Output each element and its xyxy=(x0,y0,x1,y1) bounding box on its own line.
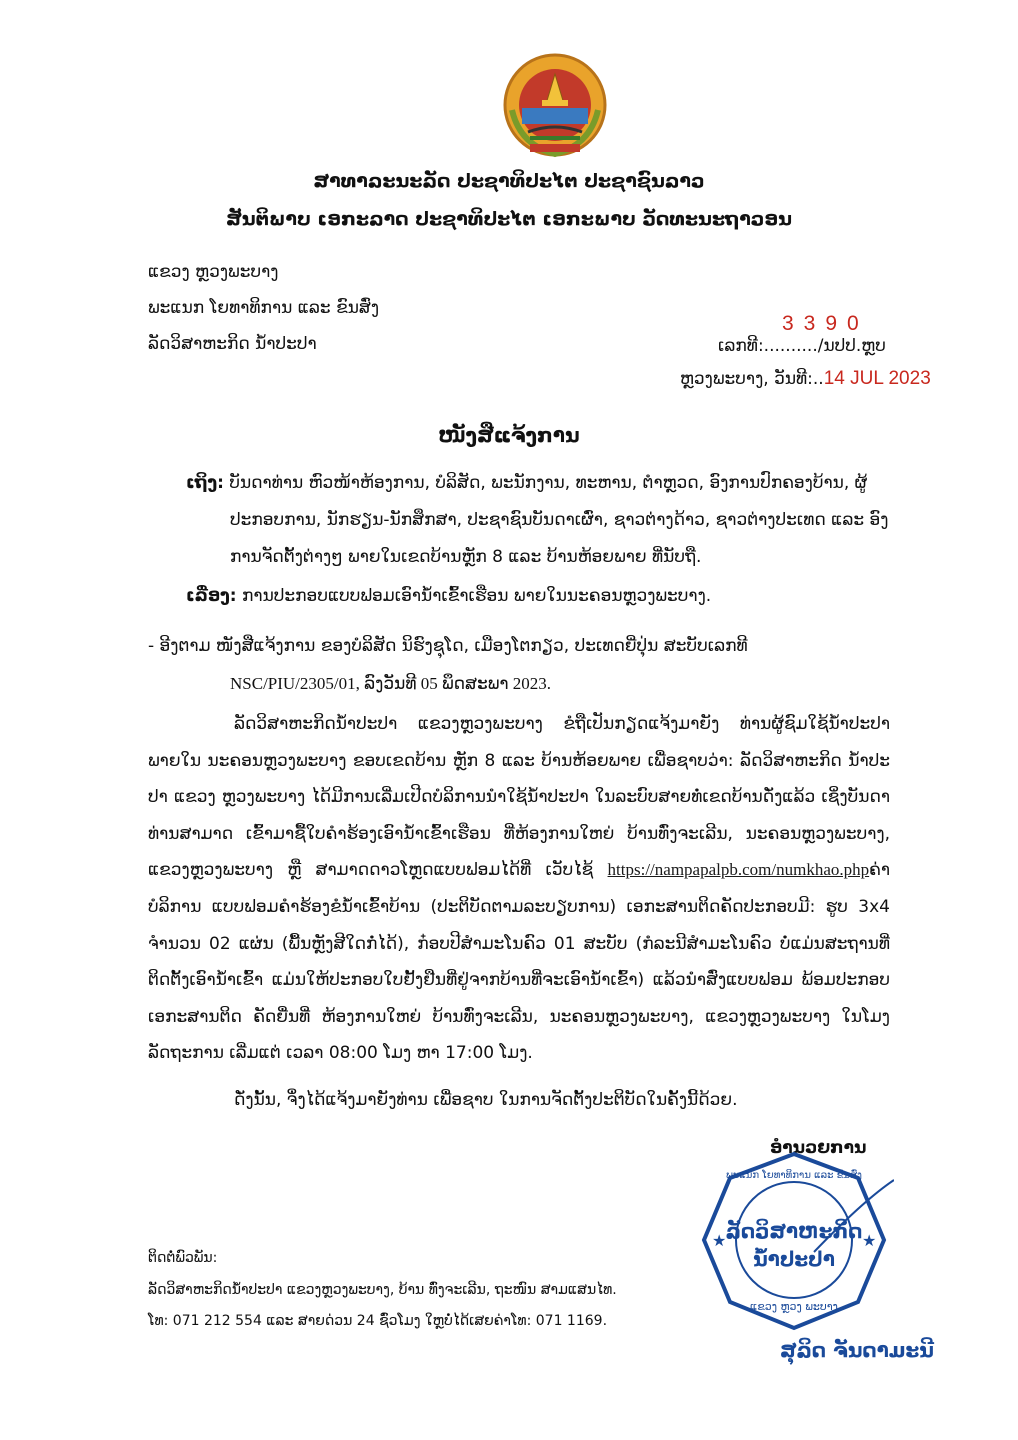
national-emblem xyxy=(500,50,610,160)
subject-line xyxy=(186,578,711,615)
signer-name: ສຸລິດ ຈັນດາມະນີ xyxy=(780,1338,934,1362)
document-number-stamp: 3390 xyxy=(782,312,869,335)
addressee-line-3: ການຈັດຕັ້ງຕ່າງໆ ພາຍໃນເຂດບ້ານຫຼັກ 8 ແລະ ບ້ານຫ້ອຍພາຍ ທີ່ນັບຖື. xyxy=(230,547,702,567)
national-motto: ສັນຕິພາບ ເອກະລາດ ປະຊາທິປະໄຕ ເອກະພາບ ວັດທະນະຖາວອນ xyxy=(226,208,792,230)
subject-text: ການປະກອບແບບຟອມເອົານ້ຳເຂົ້າເຮືອນ ພາຍໃນນະຄອນຫຼວງພະບາງ. xyxy=(236,586,712,606)
stamp-star-right-icon: ★ xyxy=(862,1231,877,1250)
addressee-text-1: ບັນດາທ່ານ ຫົວໜ້າຫ້ອງການ, ບໍລິສັດ, ພະນັກງານ, ທະຫານ, ຕຳຫຼວດ, ອົງການປົກຄອງບ້ານ, ຜູ້ xyxy=(223,473,868,493)
sender-enterprise: ລັດວິສາຫະກິດ ນ້ຳປະປາ xyxy=(148,334,317,354)
stamp-star-left-icon: ★ xyxy=(712,1231,727,1250)
signer-title: ອຳນວຍການ xyxy=(770,1138,867,1158)
subject-label: ເລື່ອງ: xyxy=(186,586,237,606)
contact-address: ລັດວິສາຫະກິດນ້ຳປະປາ ແຂວງຫຼວງພະບາງ, ບ້ານ ທົ່ງຈະເລີນ, ຖະໜົນ ສາມແສນໄທ. xyxy=(148,1282,617,1298)
contact-label: ຕິດຕໍ່ພົວພັນ: xyxy=(148,1250,218,1266)
sender-province: ແຂວງ ຫຼວງພະບາງ xyxy=(148,262,279,282)
stamp-center-text-1: ລັດວິສາຫະກິດ xyxy=(725,1219,863,1243)
reference-line-2: NSC/PIU/2305/01, ລົງວັນທີ 05 ພຶດສະພາ 2023. xyxy=(230,674,552,693)
addressee-line-2: ປະກອບການ, ນັກຮຽນ-ນັກສຶກສາ, ປະຊາຊົນບັນດາເຜົ່າ, ຊາວຕ່າງດ້າວ, ຊາວຕ່າງປະເທດ ແລະ ອົງ xyxy=(230,510,889,530)
body-text-before-link: ລັດວິສາຫະກິດນ້ຳປະປາ ແຂວງຫຼວງພະບາງ ຂໍຖືເປັນກຽດແຈ້ງມາຍັງ ທ່ານຜູ້ຊົມໃຊ້ນ້ຳປະປາ ພາຍໃນ ນະຄອນຫຼວງພະບາງ ຂອບເຂດບ້ານ ຫຼັກ 8 ແລະ ບ້ານຫ້ອຍພາຍ ເພື່ອຊາບວ່າ: ລັດວິສາຫະກິດ ນ້ຳປະປາ ແຂວງ ຫຼວງພະບາງ ໄດ້ມີການເລີ່ມເປີດບໍລິການນຳໃຊ້ນ້ຳປະປາ ໃນລະບົບສາຍທໍ່ເຂດບ້ານດັ່ງແລ້ວ ເຊິ່ງບັນດາທ່ານສາມາດ ເຂົ້າມາຊື້ໃບຄຳຮ້ອງເອົານ້ຳເຂົ້າເຮືອນ ທີ່ຫ້ອງການໃຫຍ່ ບ້ານທົ່ງຈະເລີນ, ນະຄອນຫຼວງພະບາງ, ແຂວງຫຼວງພະບາງ ຫຼື ສາມາດດາວໂຫຼດແບບຟອມໄດ້ທີ່ ເວັບໄຊ້ xyxy=(148,714,890,881)
stamp-bottom-text: ແຂວງ ຫຼວງ ພະບາງ xyxy=(750,1300,838,1313)
document-title: ໜັງສືແຈ້ງການ xyxy=(438,423,580,447)
date-label: ຫຼວງພະບາງ, ວັນທີ:.. xyxy=(680,369,824,389)
date-stamp: 14 JUL 2023 xyxy=(823,368,931,389)
closing-sentence: ດັ່ງນັ້ນ, ຈຶ່ງໄດ້ແຈ້ງມາຍັງທ່ານ ເພື່ອຊາບ ໃນການຈັດຕັ້ງປະຕິບັດໃນຄັ້ງນີ້ດ້ວຍ. xyxy=(234,1090,738,1110)
sender-department: ພະແນກ ໂຍທາທິການ ແລະ ຂົນສົ່ງ xyxy=(148,298,380,318)
body-paragraph xyxy=(148,706,890,1072)
form-download-link[interactable]: https://nampapalpb.com/numkhao.php xyxy=(607,860,870,880)
document-number-label: ເລກທີ:........../ນປປ.ຫຼບ xyxy=(718,336,886,356)
addressee-line-1 xyxy=(186,465,906,502)
addressee-label: ເຖິງ: xyxy=(186,473,224,493)
contact-phone: ໂທ: 071 212 554 ແລະ ສາຍດ່ວນ 24 ຊົ່ວໂມງ ໃຫຼບໍ່ໄດ້ເສຍຄ່າໂທ: 071 1169. xyxy=(148,1313,608,1329)
official-stamp xyxy=(694,1140,894,1340)
reference-block xyxy=(148,628,908,702)
document-date xyxy=(680,368,931,390)
country-name: ສາທາລະນະລັດ ປະຊາທິປະໄຕ ປະຊາຊົນລາວ xyxy=(313,170,705,192)
reference-line-1: - ອີງຕາມ ໜັງສືແຈ້ງການ ຂອງບໍລິສັດ ນິຮົງຊຸໂດ, ເມືອງໂຕກຽວ, ປະເທດຍີ່ປຸ່ນ ສະບັບເລກທີ xyxy=(148,636,748,656)
addressee-block xyxy=(186,465,906,576)
body-text-after-link: ຄ່າບໍລິການ ແບບຟອມຄຳຮ້ອງຂໍນ້ຳເຂົ້າບ້ານ (ປະຕິບັດຕາມລະບຽບການ) ເອກະສານຕິດຄັດປະກອບມີ: ຮູບ 3x4 ຈຳນວນ 02 ແຜ່ນ (ພື້ນຫຼັງສີໃດກໍ່ໄດ້), ກ໋ອບປີສຳມະໂນຄົວ 01 ສະບັບ (ກໍລະນີສຳມະໂນຄົວ ບໍ່ແມ່ນສະຖານທີ່ຕິດຕັ້ງເອົານ້ຳເຂົ້າ ແມ່ນໃຫ້ປະກອບໃບຢັ້ງຢືນທີ່ຢູ່ຈາກບ້ານທີ່ຈະເອົານ້ຳເຂົ້າ) ແລ້ວນຳສົ່ງແບບຟອມ ພ້ອມປະກອບເອກະສານຕິດ ຄັດຍື່ນທີ່ ຫ້ອງການໃຫຍ່ ບ້ານທົ່ງຈະເລີນ, ນະຄອນຫຼວງພະບາງ, ແຂວງຫຼວງພະບາງ ໃນໂມງລັດຖະການ ເລີ່ມແຕ່ ເວລາ 08:00 ໂມງ ຫາ 17:00 ໂມງ. xyxy=(148,860,890,1064)
stamp-center-text-2: ນ້ຳປະປາ xyxy=(753,1247,835,1271)
stamp-top-text: ພະແນກ ໂຍທາທິການ ແລະ ຂົນສົ່ງ xyxy=(726,1170,862,1181)
